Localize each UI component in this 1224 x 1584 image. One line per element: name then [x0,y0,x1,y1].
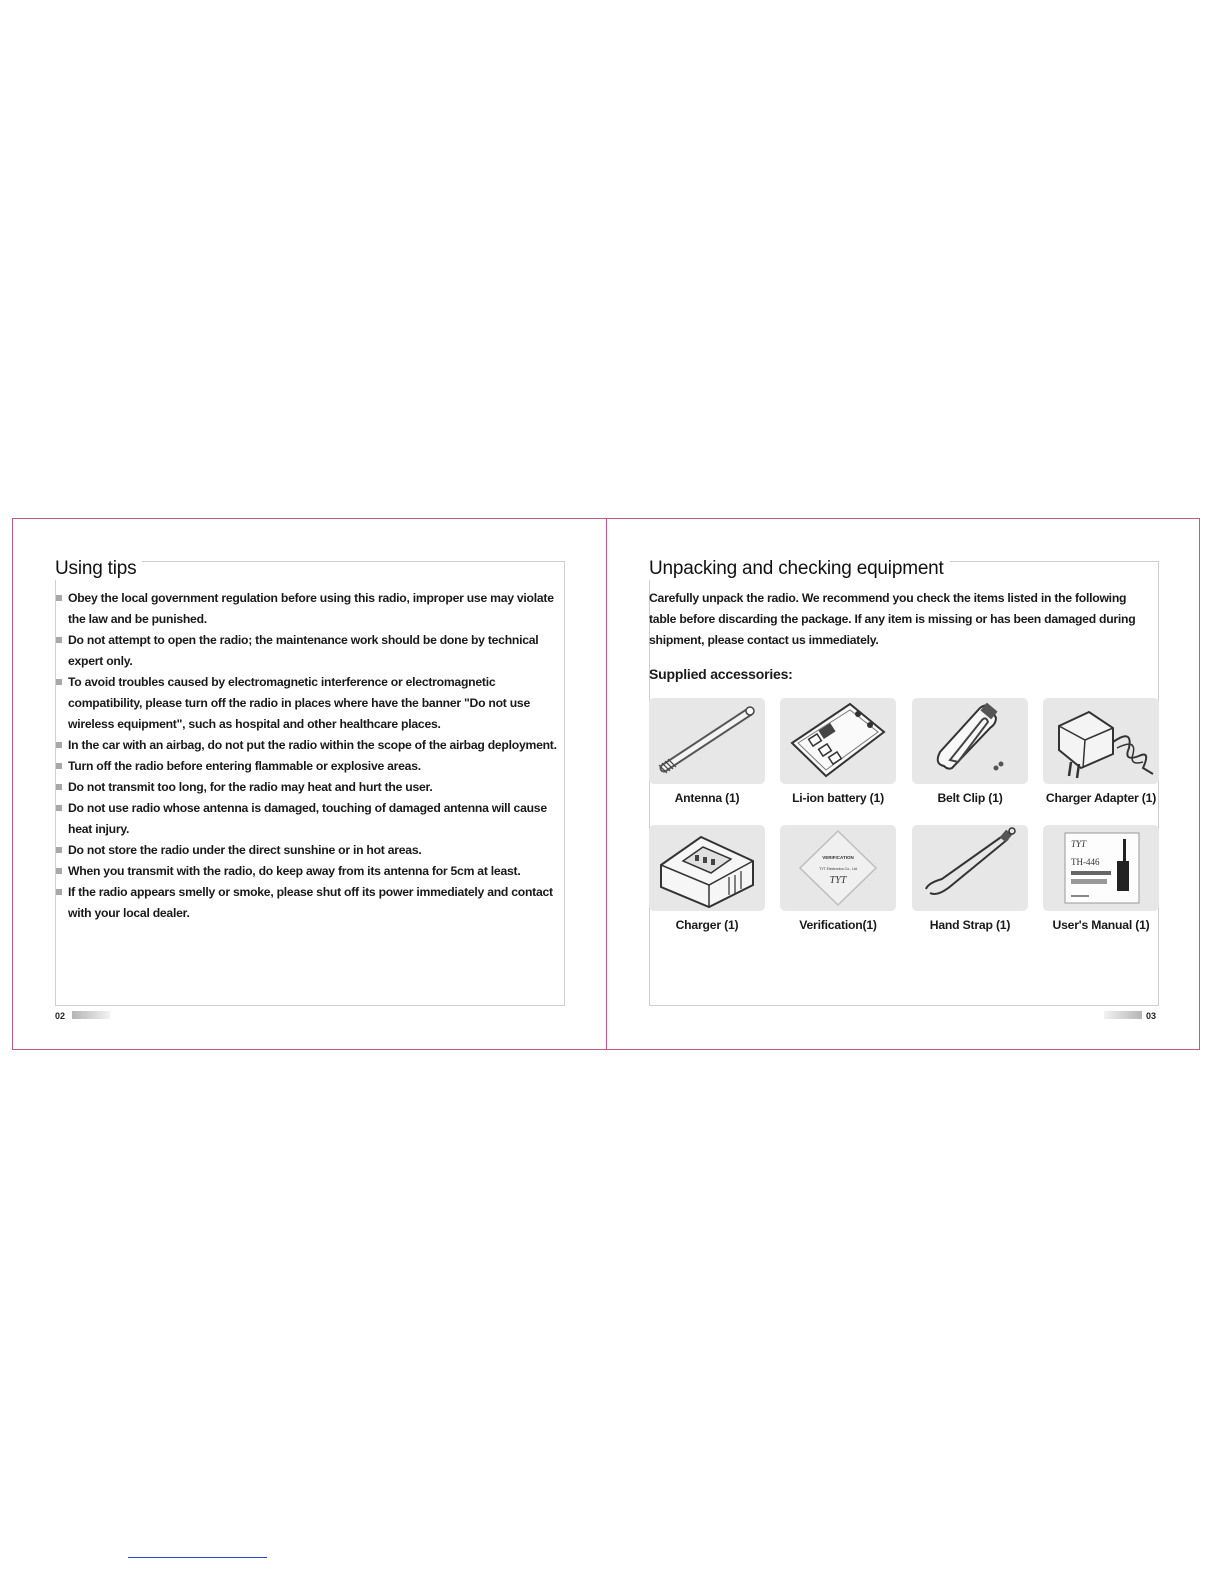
tip-item: Turn off the radio before entering flammable or explosive areas. [55,756,565,777]
bullet-icon [56,679,62,685]
accessory-label: Antenna (1) [674,791,740,805]
accessory-verification [780,825,896,932]
bullet-icon [56,742,62,748]
left-page-number: 02 [55,1011,66,1021]
tip-item: In the car with an airbag, do not put the radio within the scope of the airbag deployment. [55,735,565,756]
tip-item: Do not transmit too long, for the radio may heat and hurt the user. [55,777,565,798]
bullet-icon [56,784,62,790]
accessory-battery [780,698,896,805]
accessory-label: Charger (1) [675,918,739,932]
hand-strap-icon [912,825,1028,911]
tips-list [55,588,565,924]
accessory-label: User's Manual (1) [1052,918,1150,932]
accessory-label: Li-ion battery (1) [792,791,884,805]
right-page-bar [1104,1011,1142,1019]
accessory-label: Charger Adapter (1) [1045,791,1157,805]
left-page-title: Using tips [55,558,142,580]
footer-rule [128,1557,267,1558]
tip-item: Obey the local government regulation before using this radio, improper use may violate the law and be punished. [55,588,565,630]
manual-model: TH-446 [1071,857,1100,867]
accessory-hand-strap [912,825,1028,932]
battery-icon [780,698,896,784]
left-page-bar [72,1011,110,1019]
tip-item: Do not store the radio under the direct sunshine or in hot areas. [55,840,565,861]
bullet-icon [56,637,62,643]
tip-item: To avoid troubles caused by electromagnetic interference or electromagnetic compatibility, please turn off the radio in places where have the banner "Do not use wireless equipment", such as hospital and other healthcare places. [55,672,565,735]
right-page-number: 03 [1146,1011,1157,1021]
accessory-antenna [649,698,765,805]
accessory-label: Belt Clip (1) [937,791,1003,805]
tip-item: If the radio appears smelly or smoke, please shut off its power immediately and contact with your local dealer. [55,882,565,924]
verification-company: TYT Electronics Co., Ltd [819,867,857,871]
charger-icon [649,825,765,911]
accessories-subheading: Supplied accessories: [649,666,793,682]
page-fold-line [606,518,607,1050]
charger-adapter-icon [1043,698,1159,784]
bullet-icon [56,763,62,769]
accessory-belt-clip [912,698,1028,805]
accessory-users-manual [1043,825,1159,932]
bullet-icon [56,805,62,811]
verification-logo: TYT [829,875,847,886]
accessory-label: Verification(1) [799,918,877,932]
accessory-charger [649,825,765,932]
intro-paragraph: Carefully unpack the radio. We recommend you check the items listed in the following table before discarding the package. If any item is missing or has been damaged during shipment, please contact us immediately. [649,591,1136,647]
bullet-icon [56,847,62,853]
antenna-icon [649,698,765,784]
bullet-icon [56,889,62,895]
tip-item: Do not attempt to open the radio; the maintenance work should be done by technical expert only. [55,630,565,672]
manual-brand: TYT [1071,839,1087,849]
bullet-icon [56,595,62,601]
manual-icon [1043,825,1159,911]
accessory-label: Hand Strap (1) [929,918,1011,932]
tip-item: Do not use radio whose antenna is damaged, touching of damaged antenna will cause heat injury. [55,798,565,840]
bullet-icon [56,868,62,874]
verification-title: VERIFICATION [822,855,854,860]
belt-clip-icon [912,698,1028,784]
tip-item: When you transmit with the radio, do keep away from its antenna for 5cm at least. [55,861,565,882]
right-page-title: Unpacking and checking equipment [649,558,950,580]
accessory-charger-adapter [1043,698,1159,805]
verification-tag-icon [780,825,896,911]
